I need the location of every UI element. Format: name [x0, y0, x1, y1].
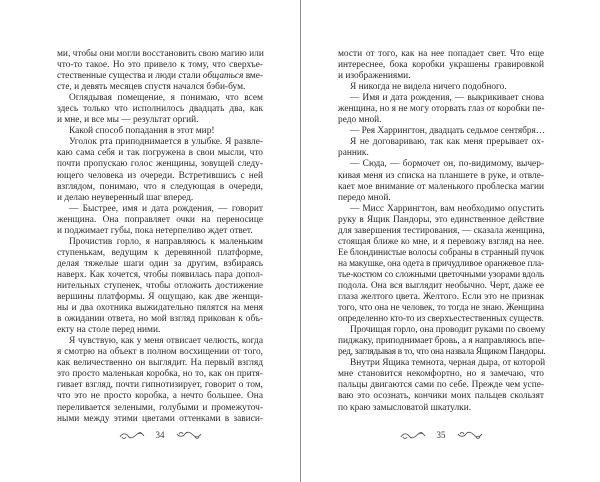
text-line: — Мисс Харрингтон, вам необходимо опустить	[350, 203, 544, 214]
text-line: на макушке, она одета в причудливое оранжевое пла-	[338, 258, 544, 269]
text-line: того, что она не человек, то тогда не знаю. Женщина	[338, 303, 544, 314]
text-line: подола. Она вся выглядит необычно. Черт, даже ее	[338, 280, 544, 291]
text-line: ступенькам, ведущим к деревянной платформе,	[57, 247, 263, 258]
text-line: передо мной.	[338, 192, 391, 203]
text-line: ными между этими цветами оттенками в зависи-	[57, 413, 263, 424]
text-line: для завершения тестирования, — сказала женщина,	[338, 225, 545, 236]
left-page-footer	[57, 430, 263, 440]
text-line: и делаю неуверенный шаг вперед.	[57, 192, 194, 203]
text-line: и поджимает губы, пока нетерпеливо ждет ответ.	[57, 225, 253, 236]
text-line: вершины платформы. Я ощущаю, как две женщи-	[57, 292, 263, 303]
right-page	[300, 0, 600, 482]
text-line: женщина, но я не могу оторвать глаз от коробки пе-	[338, 104, 545, 115]
text-line: делая тяжелые шаги один за другим, взбираясь	[57, 258, 263, 269]
text-line: женщина. Она поправляет очки на переносице	[57, 214, 263, 225]
text-line: определенно кто-то из сверхъестественных существ.	[338, 314, 544, 325]
text-line: пальцы двигаются сами по себе. Прежде чем успе-	[338, 380, 544, 391]
flourish-ornament-icon	[118, 430, 146, 440]
text-line: в ожидании ответа, но мой взгляд прикован к объ-	[57, 314, 263, 325]
text-line: ющего человека из очереди. Встретившись с ней	[57, 170, 263, 181]
text-line: руку в Ящик Пандоры, это единственное действие	[338, 214, 544, 225]
text-line: пиджаку, приподнимает бровь, а я направляюсь впе-	[338, 336, 545, 347]
text-line: Оглядывая помещение, я понимаю, что всем	[69, 93, 263, 104]
text-line: Прочищая горло, она проводит руками по своему	[350, 325, 546, 336]
text-line: стоящая ближе ко мне, и я перевожу взгляд на нее.	[338, 236, 544, 247]
text-line: кивая меня из списка на планшете в руке, и отвле-	[338, 170, 544, 181]
text-line: — Быстрее, имя и дата рождения, — говорит	[69, 203, 263, 214]
text-line: как величественно он выглядит. На первый взгляд	[57, 358, 263, 369]
text-line: — Имя и дата рождения, — выкрикивает снова	[350, 93, 544, 104]
text-line: это просто маленькая коробка, но то, как он притя-	[57, 369, 263, 380]
text-line: — Рея Харрингтон, двадцать седьмое сентября…	[350, 126, 546, 137]
text-line: — Сюда, — бормочет он, по-видимому, вычер-	[350, 159, 544, 170]
text-line: мне становится некомфортно, но я замечаю, что	[338, 369, 544, 380]
text-line: Я не договариваю, так как меня прерывает ох-	[350, 137, 544, 148]
text-line: редо мной.	[338, 115, 382, 126]
text-line: что-то такое. Но это привело к тому, что сверхъе-	[57, 60, 263, 71]
text-line: кает мое внимание от маленького проблеска магии	[338, 181, 544, 192]
text-line: мости от того, как на нее попадает свет. Что еще	[338, 49, 544, 59]
text-line: и изображениями.	[338, 71, 411, 82]
text-line: тье-костюм со сложными цветочными узорами вдоль	[338, 269, 544, 280]
left-page-text	[57, 49, 263, 425]
emphasized-word: общаться	[202, 71, 244, 82]
text-line: Ее блондинистые волосы собраны в странный пучок	[338, 247, 545, 258]
text-line: нительных ступенек, чтобы отложить достижение	[57, 280, 263, 291]
text-line: ранник.	[338, 148, 369, 159]
text-line: Какой способ попадания в этот мир!	[69, 126, 215, 137]
text-line: переливается зелеными, голубыми и промежуточ-	[57, 402, 263, 413]
page-number: 35	[436, 430, 446, 440]
text-line: каю сама себя и так погружена в свои мысли, что	[57, 148, 263, 159]
text-line: интереснее, бока коробки украшены гравировкой	[338, 60, 544, 71]
text-line: здесь только что исполнилось двадцать два, как	[57, 104, 263, 115]
text-line: Уголок рта приподнимается в улыбке. Я развле-	[69, 137, 263, 148]
text-line: гивает взгляд, почти гипнотизирует, говорит о том,	[57, 380, 263, 391]
page-number: 34	[155, 430, 165, 440]
text-line: ред, заглядывая в то, что она назвала Ящиком Пандоры.	[338, 347, 546, 358]
text-line: ми, чтобы они могли восстановить свою магию или	[57, 49, 264, 59]
text-line: по краю замысловатой шкатулки.	[338, 402, 472, 413]
text-line: наверх. Как хочется, чтобы появилась пара допол-	[57, 269, 263, 280]
text-line: екту на столе перед ними.	[57, 325, 161, 336]
text-line: Внутри Ящика темнота, черная дыра, от которой	[350, 358, 546, 369]
text-line: глаза желтого цвета. Желтого. Если это не признак	[338, 292, 544, 303]
text-line: Я чувствую, как у меня отвисает челюсть, когда	[69, 336, 263, 347]
text-line: сте, и девять месяцев спустя начался бэби-бум.	[57, 82, 246, 93]
right-page-footer	[338, 430, 544, 440]
text-line: и мне, и все мы — результат оргий.	[57, 115, 199, 126]
text-line: почти пропускаю голос женщины, зовущей следу-	[57, 159, 263, 170]
flourish-ornament-icon	[175, 430, 203, 440]
text-line: Я никогда не видела ничего подобного.	[350, 82, 507, 93]
flourish-ornament-icon	[399, 430, 427, 440]
text-line: что это не просто коробка, а нечто большее. Она	[57, 391, 263, 402]
text-segment: вме-	[243, 71, 263, 82]
text-line: Прочистив горло, я направляюсь к маленьким	[69, 236, 263, 247]
text-line: взглядом, понимаю, что я следующая в очереди,	[57, 181, 263, 192]
text-line: я смотрю на объект в полном восхищении от того,	[57, 347, 263, 358]
right-page-text	[338, 49, 544, 414]
text-line: ны и два охотника выжидательно пялятся на меня	[57, 303, 263, 314]
text-line: ваю это осознать, кончики моих пальцев скользят	[338, 391, 544, 402]
flourish-ornament-icon	[456, 430, 484, 440]
text-line	[57, 71, 263, 82]
text-segment: стественные существа и люди стали	[57, 71, 203, 82]
